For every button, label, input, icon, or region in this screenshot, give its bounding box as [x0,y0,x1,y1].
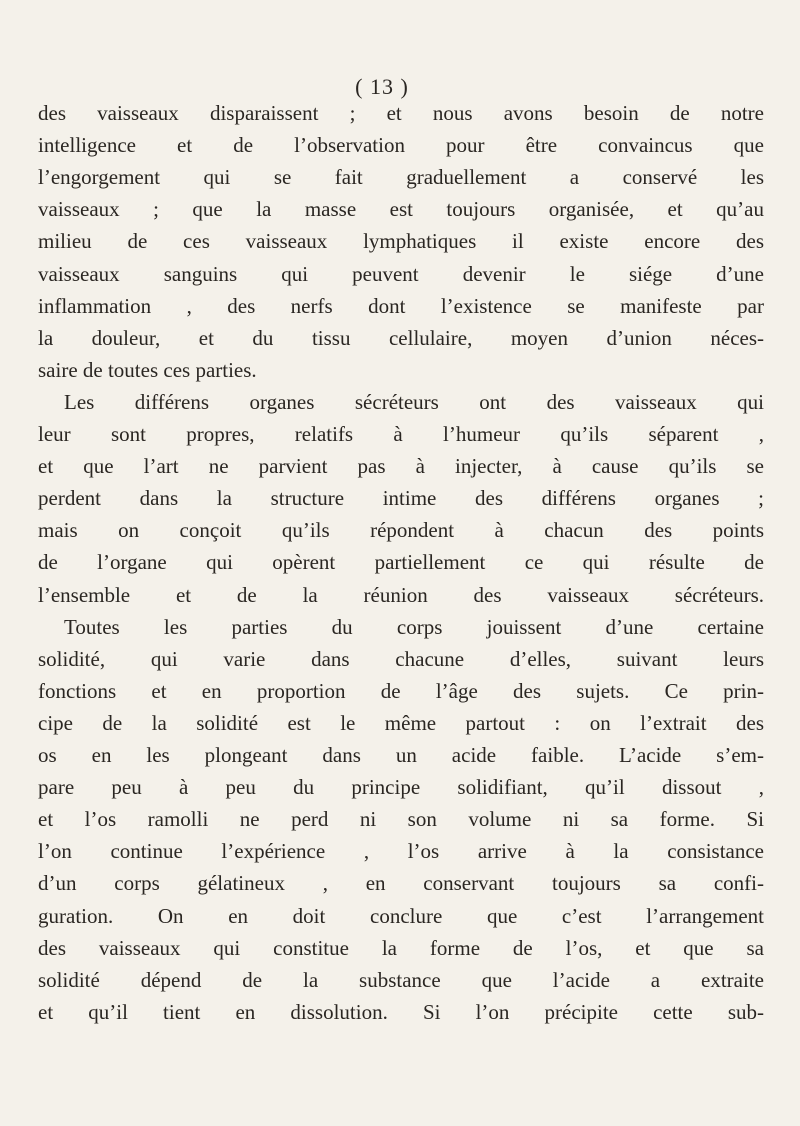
text-line: os en les plongeant dans un acide faible. L’acide s’em- [38,743,764,767]
text-line: des vaisseaux disparaissent ; et nous avons besoin de notre [38,101,764,125]
text-line: d’un corps gélatineux , en conservant toujours sa confi- [38,871,764,896]
text-line: cipe de la solidité est le même partout : on l’extrait des [38,710,764,735]
text-line: leur sont propres, relatifs à l’humeur qu’ils séparent , [38,422,764,446]
text-line: pare peu à peu du principe solidifiant, qu’il dissout , [38,775,764,800]
text-line: intelligence et de l’observation pour être convaincus que [38,133,764,158]
text-line: et qu’il tient en dissolution. Si l’on précipite cette sub- [38,999,764,1024]
text-line: Les différens organes sécréteurs ont des vaisseaux qui [64,389,764,414]
page-number: ( 13 ) [355,74,409,99]
text-line: l’ensemble et de la réunion des vaisseaux sécréteurs. [38,582,764,607]
text-line: fonctions et en proportion de l’âge des sujets. Ce prin- [38,678,764,703]
text-line: et que l’art ne parvient pas à injecter, à cause qu’ils se [38,454,764,479]
text-line: guration. On en doit conclure que c’est l’arrangement [38,903,764,928]
text-line: Toutes les parties du corps jouissent d’une certaine [64,614,764,639]
text-line: la douleur, et du tissu cellulaire, moyen d’union néces- [38,325,764,350]
text-line: mais on conçoit qu’ils répondent à chacun des points [38,518,764,543]
text-line: l’on continue l’expérience , l’os arrive à la consistance [38,839,764,864]
text-line: et l’os ramolli ne perd ni son volume ni sa forme. Si [38,807,764,832]
text-line: l’engorgement qui se fait graduellement a conservé les [38,165,764,190]
text-line: solidité, qui varie dans chacune d’elles, suivant leurs [38,646,764,671]
text-line: milieu de ces vaisseaux lymphatiques il existe encore des [38,229,764,254]
text-line: des vaisseaux qui constitue la forme de l’os, et que sa [38,935,764,960]
text-line: vaisseaux sanguins qui peuvent devenir le siége d’une [38,261,764,286]
text-line: de l’organe qui opèrent partiellement ce qui résulte de [38,550,764,575]
text-line: saire de toutes ces parties. [38,357,257,382]
text-line: inflammation , des nerfs dont l’existence se manifeste par [38,293,764,318]
text-line: solidité dépend de la substance que l’acide a extraite [38,967,764,992]
text-line: vaisseaux ; que la masse est toujours organisée, et qu’au [38,197,764,222]
text-line: perdent dans la structure intime des différens organes ; [38,486,764,511]
